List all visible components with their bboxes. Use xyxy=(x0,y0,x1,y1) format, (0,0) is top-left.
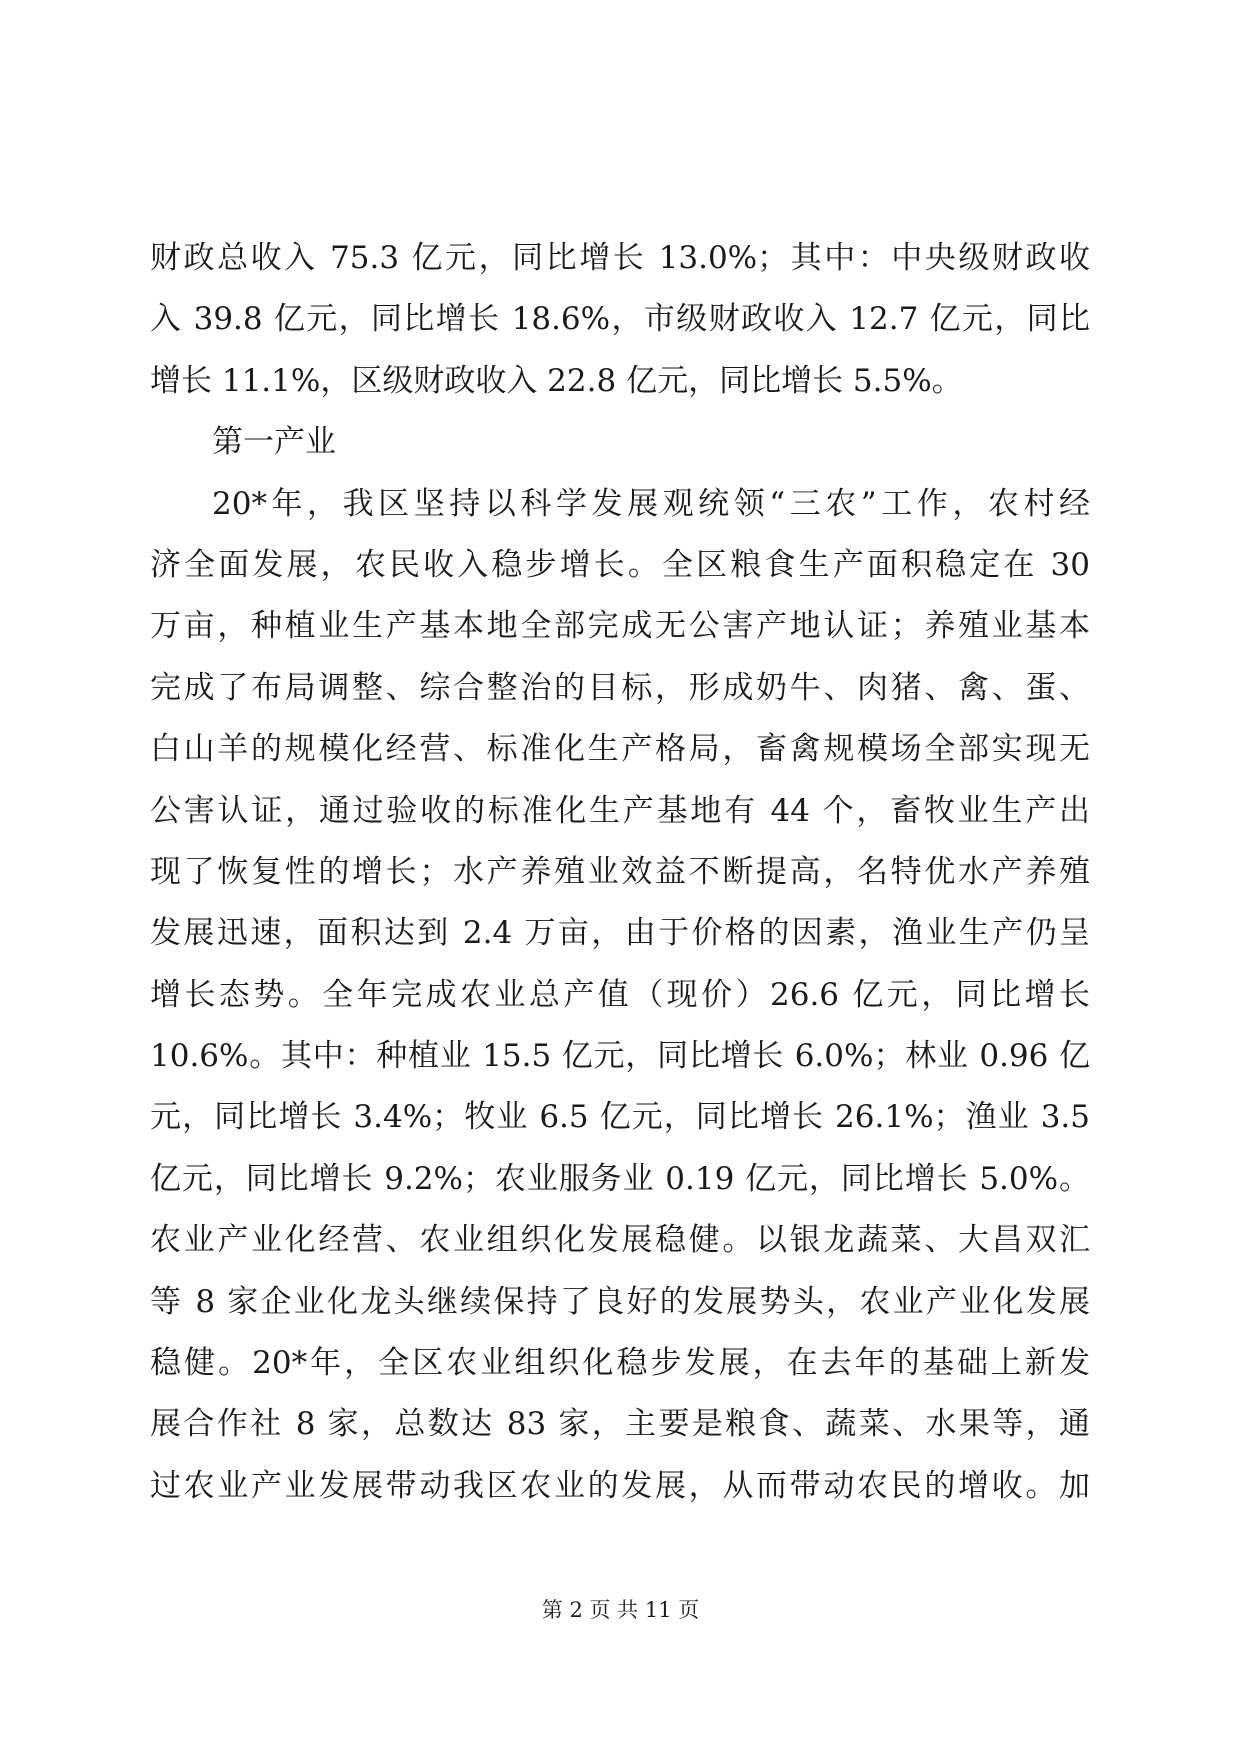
text-line: 完成了布局调整、综合整治的目标，形成奶牛、肉猪、禽、蛋、 xyxy=(150,669,1090,706)
text-line: 增长态势。全年完成农业总产值（现价）26.6 亿元，同比增长 xyxy=(150,976,1090,1013)
text-line: 等 8 家企业化龙头继续保持了良好的发展势头，农业产业化发展 xyxy=(150,1283,1090,1320)
text-line: 农业产业化经营、农业组织化发展稳健。以银龙蔬菜、大昌双汇 xyxy=(150,1222,1090,1259)
text-line: 过农业产业发展带动我区农业的发展，从而带动农民的增收。加 xyxy=(150,1467,1090,1504)
text-line: 白山羊的规模化经营、标准化生产格局，畜禽规模场全部实现无 xyxy=(150,731,1090,768)
page-footer: 第 2 页 共 11 页 xyxy=(541,1598,700,1622)
text-line: 万亩，种植业生产基本地全部完成无公害产地认证；养殖业基本 xyxy=(150,608,1090,645)
text-line: 稳健。20*年，全区农业组织化稳步发展，在去年的基础上新发 xyxy=(150,1345,1090,1382)
text-line: 增长 11.1%，区级财政收入 22.8 亿元，同比增长 5.5%。 xyxy=(150,362,963,399)
text-line: 亿元，同比增长 9.2%；农业服务业 0.19 亿元，同比增长 5.0%。 xyxy=(150,1160,1090,1197)
text-line: 20*年，我区坚持以科学发展观统领“三农”工作，农村经 xyxy=(212,485,1090,522)
section-heading: 第一产业 xyxy=(212,424,336,461)
document-body xyxy=(150,228,1090,1517)
text-line: 济全面发展，农民收入稳步增长。全区粮食生产面积稳定在 30 xyxy=(150,546,1090,583)
text-line: 展合作社 8 家，总数达 83 家，主要是粮食、蔬菜、水果等，通 xyxy=(150,1406,1090,1443)
text-line: 10.6%。其中：种植业 15.5 亿元，同比增长 6.0%；林业 0.96 亿 xyxy=(150,1038,1090,1075)
text-line: 公害认证，通过验收的标准化生产基地有 44 个，畜牧业生产出 xyxy=(150,792,1090,829)
text-line: 发展迅速，面积达到 2.4 万亩，由于价格的因素，渔业生产仍呈 xyxy=(150,915,1090,952)
text-line: 入 39.8 亿元，同比增长 18.6%，市级财政收入 12.7 亿元，同比 xyxy=(150,301,1090,338)
text-line: 现了恢复性的增长；水产养殖业效益不断提高，名特优水产养殖 xyxy=(150,853,1090,890)
text-line: 元，同比增长 3.4%；牧业 6.5 亿元，同比增长 26.1%；渔业 3.5 xyxy=(150,1099,1090,1136)
text-line: 财政总收入 75.3 亿元，同比增长 13.0%；其中：中央级财政收 xyxy=(150,240,1090,276)
